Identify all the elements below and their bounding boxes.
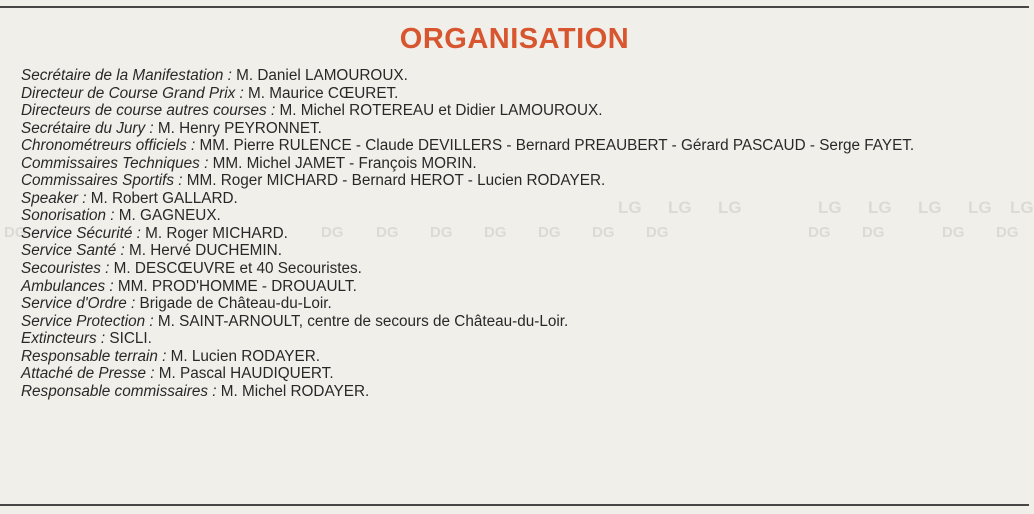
- role-label: Sonorisation :: [21, 207, 115, 225]
- role-label: Service Santé :: [21, 242, 125, 260]
- bottom-rule: [0, 504, 1029, 506]
- top-rule: [0, 6, 1029, 8]
- watermark-logo-mark: DG: [862, 224, 885, 241]
- role-label: Ambulances :: [21, 277, 114, 295]
- role-label: Directeurs de course autres courses :: [21, 102, 276, 120]
- role-label: Attaché de Presse :: [21, 365, 155, 383]
- watermark-logo-mark: LG: [668, 198, 692, 217]
- list-item: [21, 242, 1021, 260]
- list-item: [21, 137, 1021, 155]
- list-item: [21, 155, 1021, 173]
- names-text: M. SAINT-ARNOULT, centre de secours de Château-du-Loir.: [153, 312, 569, 330]
- watermark-logo-mark: DG: [321, 224, 344, 241]
- list-item: [21, 120, 1021, 138]
- role-label: Secouristes :: [21, 260, 110, 278]
- names-text: M. Pascal HAUDIQUERT.: [154, 365, 334, 383]
- list-item: [21, 190, 1021, 208]
- names-text: M. Michel ROTEREAU et Didier LAMOUROUX.: [275, 102, 603, 120]
- role-label: Chronométreurs officiels :: [21, 137, 196, 155]
- watermark-logo-mark: DG: [4, 224, 27, 241]
- role-label: Commissaires Techniques :: [21, 154, 209, 172]
- watermark-logo-mark: DG: [592, 224, 615, 241]
- names-text: MM. Pierre RULENCE - Claude DEVILLERS - Bernard PREAUBERT - Gérard PASCAUD - Serge FAYET.: [195, 137, 915, 155]
- role-label: Responsable terrain :: [21, 347, 167, 365]
- names-text: M. Michel RODAYER.: [216, 382, 370, 400]
- list-item: [21, 295, 1021, 313]
- names-text: MM. PROD'HOMME - DROUAULT.: [113, 277, 357, 295]
- watermark-logo-mark: LG: [818, 198, 842, 217]
- page-title: ORGANISATION: [399, 23, 630, 55]
- role-label: Commissaires Sportifs :: [21, 172, 183, 190]
- role-label: Service Protection :: [21, 312, 154, 330]
- list-item: [21, 313, 1021, 331]
- watermark-logo-mark: DG: [430, 224, 453, 241]
- list-item: [21, 278, 1021, 296]
- list-item: [21, 365, 1021, 383]
- watermark-logo-mark: LG: [868, 198, 892, 217]
- watermark-logo-mark: LG: [968, 198, 992, 217]
- list-item: [21, 207, 1021, 225]
- role-label: Secrétaire du Jury :: [21, 119, 154, 137]
- list-item: [21, 225, 1021, 243]
- watermark-logo-mark: DG: [484, 224, 507, 241]
- role-label: Directeur de Course Grand Prix :: [21, 84, 244, 102]
- list-item: [21, 348, 1021, 366]
- role-label: Service d'Ordre :: [21, 295, 136, 313]
- watermark-logo-mark: LG: [718, 198, 742, 217]
- list-item: [21, 85, 1021, 103]
- names-text: M. Daniel LAMOUROUX.: [231, 67, 408, 84]
- role-label: Responsable commissaires :: [21, 382, 217, 400]
- role-label: Speaker :: [21, 189, 87, 207]
- list-item: [21, 383, 1021, 401]
- list-item: [21, 102, 1021, 120]
- names-text: M. Henry PEYRONNET.: [153, 119, 322, 137]
- names-text: SICLI.: [105, 330, 152, 348]
- names-text: MM. Michel JAMET - François MORIN.: [208, 154, 477, 172]
- names-text: Brigade de Château-du-Loir.: [135, 295, 332, 313]
- watermark-logo-mark: DG: [996, 224, 1019, 241]
- role-label: Service Sécurité :: [21, 224, 141, 242]
- list-item: [21, 330, 1021, 348]
- watermark-logo-mark: LG: [1010, 198, 1034, 217]
- organisation-list: [21, 67, 1021, 400]
- list-item: [21, 172, 1021, 190]
- watermark-logo-mark: LG: [618, 198, 642, 217]
- names-text: M. Roger MICHARD.: [140, 224, 288, 242]
- watermark-logo-mark: DG: [808, 224, 831, 241]
- watermark-logo-mark: DG: [376, 224, 399, 241]
- names-text: M. Robert GALLARD.: [86, 189, 238, 207]
- watermark-logo-mark: DG: [538, 224, 561, 241]
- watermark-logo-mark: DG: [942, 224, 965, 241]
- names-text: M. GAGNEUX.: [114, 207, 221, 225]
- watermark-logo-mark: LG: [918, 198, 942, 217]
- names-text: M. Maurice CŒURET.: [243, 84, 399, 102]
- role-label: Secrétaire de la Manifestation :: [21, 67, 232, 84]
- names-text: M. Lucien RODAYER.: [166, 347, 320, 365]
- list-item: [21, 67, 1021, 85]
- names-text: MM. Roger MICHARD - Bernard HEROT - Lucien RODAYER.: [182, 172, 606, 190]
- names-text: M. Hervé DUCHEMIN.: [124, 242, 282, 260]
- names-text: M. DESCŒUVRE et 40 Secouristes.: [109, 260, 362, 278]
- watermark-logo-mark: DG: [646, 224, 669, 241]
- role-label: Extincteurs :: [21, 330, 106, 348]
- list-item: [21, 260, 1021, 278]
